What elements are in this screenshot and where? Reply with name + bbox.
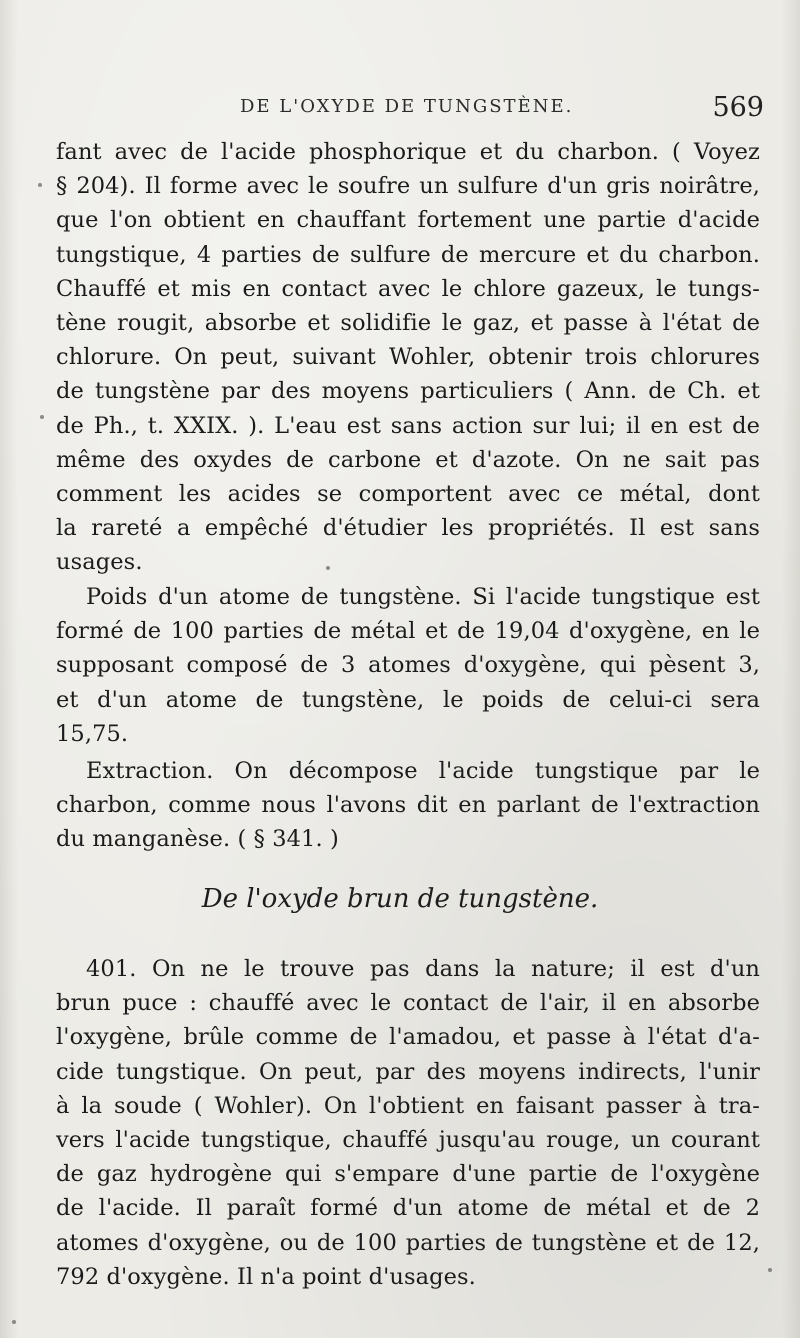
- text-line: cide tungstique. On peut, par des moyens indirects, l'unir: [56, 1058, 760, 1085]
- text-line: vers l'acide tungstique, chauffé jusqu'au rouge, un courant: [56, 1126, 760, 1153]
- paragraph-401: [56, 952, 760, 1294]
- paragraph-continuation: [56, 135, 760, 579]
- text-line: que l'on obtient en chauffant fortement une partie d'acide: [56, 207, 760, 234]
- text-line: fant avec de l'acide phosphorique et du charbon. ( Voyez: [56, 139, 760, 165]
- text-line: tungstique, 4 parties de sulfure de mercure et du charbon.: [56, 241, 760, 268]
- section-heading: De l'oxyde brun de tungstène.: [201, 884, 599, 914]
- text-line: Chauffé et mis en contact avec le chlore gazeux, le tungs-: [56, 275, 760, 302]
- text-line: comment les acides se comportent avec ce métal, dont: [56, 480, 760, 507]
- text-line: 15,75.: [56, 720, 129, 747]
- text-line: même des oxydes de carbone et d'azote. On ne sait pas: [56, 446, 760, 473]
- ink-speck: [40, 415, 44, 419]
- text-line: de tungstène par des moyens particuliers ( Ann. de Ch. et: [56, 378, 760, 405]
- text-line: 792 d'oxygène. Il n'a point d'usages.: [56, 1263, 476, 1290]
- text-line: de l'acide. Il paraît formé d'un atome de métal et de 2: [56, 1195, 760, 1222]
- text-line: du manganèse. ( § 341. ): [56, 826, 339, 853]
- text-line: la rareté a empêché d'étudier les propriétés. Il est sans: [56, 515, 760, 542]
- text-line: 401. On ne le trouve pas dans la nature; il est d'un: [86, 956, 760, 982]
- text-line: tène rougit, absorbe et solidifie le gaz, et passe à l'état de: [56, 309, 760, 336]
- running-head: [0, 92, 800, 122]
- paragraph-extraction: [56, 754, 760, 857]
- ink-speck: [38, 183, 42, 187]
- text-line: supposant composé de 3 atomes d'oxygène, qui pèsent 3,: [56, 652, 760, 679]
- paragraph-atomic-weight: [56, 580, 760, 751]
- text-line: de Ph., t. XXIX. ). L'eau est sans action sur lui; il en est de: [56, 412, 760, 439]
- ink-speck: [326, 566, 330, 570]
- text-line: de gaz hydrogène qui s'empare d'une partie de l'oxygène: [56, 1161, 760, 1188]
- text-line: chlorure. On peut, suivant Wohler, obtenir trois chlorures: [56, 344, 760, 371]
- page-number: 569: [712, 92, 764, 123]
- text-line: brun puce : chauffé avec le contact de l'air, il en absorbe: [56, 990, 760, 1017]
- text-line: § 204). Il forme avec le soufre un sulfure d'un gris noirâtre,: [56, 173, 760, 200]
- text-line: Extraction. On décompose l'acide tungstique par le: [86, 758, 760, 784]
- ink-speck: [768, 1268, 772, 1272]
- text-line: formé de 100 parties de métal et de 19,04 d'oxygène, en le: [56, 618, 760, 645]
- ink-speck: [12, 1320, 16, 1324]
- text-line: charbon, comme nous l'avons dit en parlant de l'extraction: [56, 792, 760, 819]
- text-line: à la soude ( Wohler). On l'obtient en faisant passer à tra-: [56, 1092, 760, 1119]
- text-line: Poids d'un atome de tungstène. Si l'acide tungstique est: [86, 584, 760, 610]
- text-line: atomes d'oxygène, ou de 100 parties de tungstène et de 12,: [56, 1229, 760, 1256]
- text-line: l'oxygène, brûle comme de l'amadou, et passe à l'état d'a-: [56, 1024, 760, 1051]
- text-line: et d'un atome de tungstène, le poids de celui-ci sera: [56, 686, 760, 713]
- text-line: usages.: [56, 549, 143, 576]
- running-title: DE L'OXYDE DE TUNGSTÈNE.: [240, 96, 574, 117]
